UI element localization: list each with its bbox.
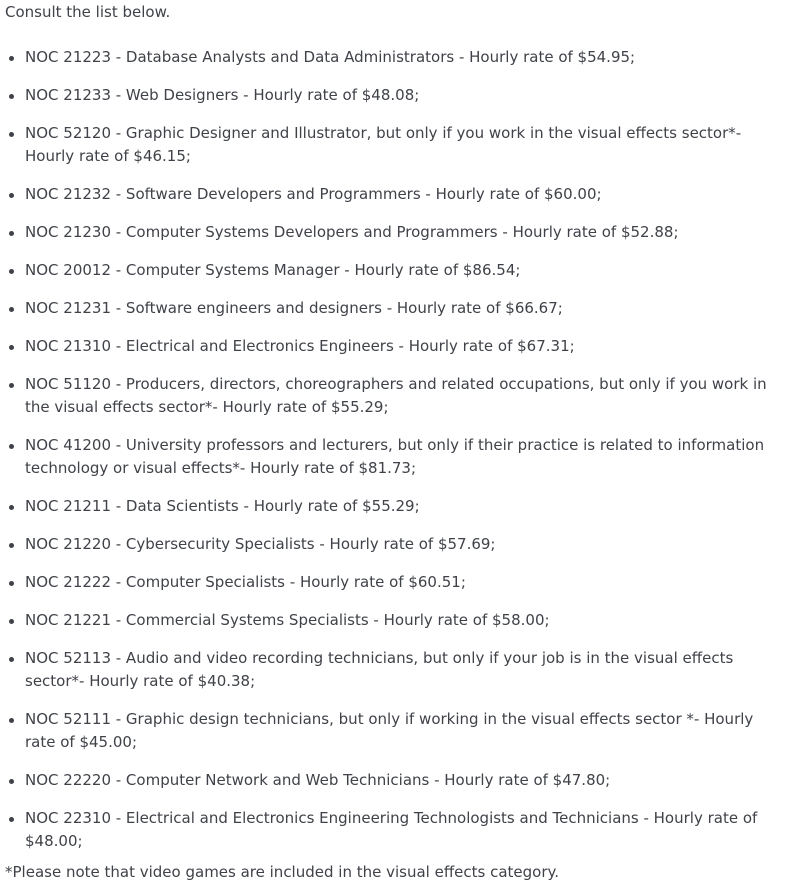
bullet-icon xyxy=(9,657,14,662)
bullet-icon xyxy=(9,779,14,784)
list-item xyxy=(25,434,785,480)
list-item xyxy=(25,84,785,107)
list-item xyxy=(25,335,785,358)
list-item-text: NOC 21211 - Data Scientists - Hourly rate of $55.29; xyxy=(25,497,420,515)
bullet-icon xyxy=(9,94,14,99)
bullet-icon xyxy=(9,505,14,510)
list-item-text: NOC 21220 - Cybersecurity Specialists - Hourly rate of $57.69; xyxy=(25,535,496,553)
intro-text: Consult the list below. xyxy=(5,3,171,21)
list-item xyxy=(25,297,785,320)
list-item xyxy=(25,495,785,518)
list-item-text: NOC 21232 - Software Developers and Programmers - Hourly rate of $60.00; xyxy=(25,185,602,203)
bullet-icon xyxy=(9,718,14,723)
bullet-icon xyxy=(9,132,14,137)
bullet-icon xyxy=(9,193,14,198)
list-item-text: NOC 21231 - Software engineers and designers - Hourly rate of $66.67; xyxy=(25,299,563,317)
list-item-text: NOC 41200 - University professors and lecturers, but only if their practice is related to information technology or visual effects*- Hourly rate of $81.73; xyxy=(25,436,765,477)
bullet-icon xyxy=(9,383,14,388)
list-item-text: NOC 21310 - Electrical and Electronics Engineers - Hourly rate of $67.31; xyxy=(25,337,575,355)
list-item xyxy=(25,373,785,419)
list-item xyxy=(25,259,785,282)
bullet-icon xyxy=(9,307,14,312)
list-item-text: NOC 22220 - Computer Network and Web Technicians - Hourly rate of $47.80; xyxy=(25,771,611,789)
list-item-text: NOC 52120 - Graphic Designer and Illustrator, but only if you work in the visual effects sector*- Hourly rate of $46.15; xyxy=(25,124,742,165)
list-item-text: NOC 20012 - Computer Systems Manager - Hourly rate of $86.54; xyxy=(25,261,521,279)
noc-occupation-list xyxy=(25,46,785,868)
list-item-text: NOC 52111 - Graphic design technicians, but only if working in the visual effects sector *- Hourly rate of $45.00; xyxy=(25,710,754,751)
list-item-text: NOC 21233 - Web Designers - Hourly rate of $48.08; xyxy=(25,86,420,104)
list-item xyxy=(25,769,785,792)
list-item xyxy=(25,807,785,853)
list-item-text: NOC 21222 - Computer Specialists - Hourly rate of $60.51; xyxy=(25,573,466,591)
list-item xyxy=(25,609,785,632)
list-item xyxy=(25,46,785,69)
bullet-icon xyxy=(9,817,14,822)
list-item xyxy=(25,708,785,754)
list-item-text: NOC 21230 - Computer Systems Developers and Programmers - Hourly rate of $52.88; xyxy=(25,223,679,241)
footnote-text: *Please note that video games are included in the visual effects category. xyxy=(5,863,560,881)
bullet-icon xyxy=(9,345,14,350)
bullet-icon xyxy=(9,619,14,624)
list-item xyxy=(25,183,785,206)
list-item-text: NOC 21221 - Commercial Systems Specialists - Hourly rate of $58.00; xyxy=(25,611,550,629)
list-item xyxy=(25,533,785,556)
list-item-text: NOC 52113 - Audio and video recording technicians, but only if your job is in the visual effects sector*- Hourly rate of $40.38; xyxy=(25,649,734,690)
bullet-icon xyxy=(9,581,14,586)
bullet-icon xyxy=(9,269,14,274)
list-item-text: NOC 22310 - Electrical and Electronics Engineering Technologists and Technicians - Hourly rate of $48.00; xyxy=(25,809,758,850)
bullet-icon xyxy=(9,444,14,449)
list-item-text: NOC 51120 - Producers, directors, choreographers and related occupations, but only if you work in the visual effects sector*- Hourly rate of $55.29; xyxy=(25,375,767,416)
bullet-icon xyxy=(9,56,14,61)
bullet-icon xyxy=(9,543,14,548)
list-item-text: NOC 21223 - Database Analysts and Data Administrators - Hourly rate of $54.95; xyxy=(25,48,636,66)
bullet-icon xyxy=(9,231,14,236)
list-item xyxy=(25,571,785,594)
list-item xyxy=(25,122,785,168)
list-item xyxy=(25,647,785,693)
list-item xyxy=(25,221,785,244)
